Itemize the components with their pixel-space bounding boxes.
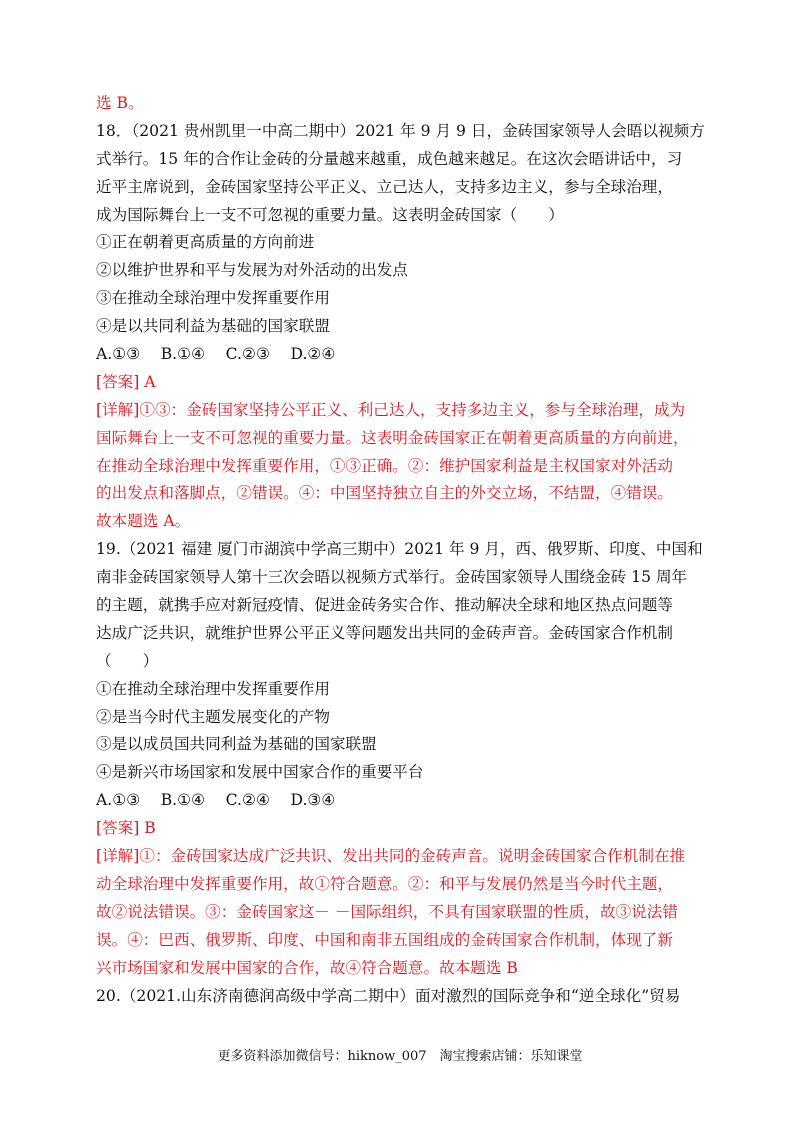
text-line: A.①③ B.①④ C.②③ D.②④ (96, 345, 336, 364)
text-line: 式举行。15 年的合作让金砖的分量越来越重，成色越来越足。在这次会晤讲话中，习 (96, 149, 683, 168)
text-line: [答案] B (96, 819, 156, 838)
text-line: 18．（2021 贵州凯里一中高二期中）2021 年 9 月 9 日，金砖国家领导人会晤以视频方 (96, 121, 705, 140)
text-line: ④是以共同利益为基础的国家联盟 (96, 317, 330, 336)
text-line: 19.（2021 福建 厦门市湖滨中学高三期中）2021 年 9 月，西、俄罗斯、印度、中国和 (96, 540, 703, 559)
text-line: ①正在朝着更高质量的方向前进 (96, 233, 315, 252)
text-line: ④是新兴市场国家和发展中国家合作的重要平台 (96, 763, 424, 782)
text-line: ①在推动全球治理中发挥重要作用 (96, 679, 330, 698)
text-line: ②以维护世界和平与发展为对外活动的出发点 (96, 261, 408, 280)
text-line: ③是以成员国共同利益为基础的国家联盟 (96, 735, 377, 754)
text-line: 近平主席说到，金砖国家坚持公平正义、立己达人，支持多边主义，参与全球治理， (96, 177, 673, 196)
text-line: 兴市场国家和发展中国家的合作，故④符合题意。故本题选 B (96, 958, 518, 977)
text-line: 南非金砖国家领导人第十三次会晤以视频方式举行。金砖国家领导人围绕金砖 15 周年 (96, 568, 688, 587)
text-line: 误。④：巴西、俄罗斯、印度、中国和南非五国组成的金砖国家合作机制，体现了新 (96, 930, 673, 949)
text-line: （ ） (96, 651, 159, 670)
text-line: 故②说法错误。③：金砖国家这－ －国际组织，不具有国家联盟的性质，故③说法错 (96, 902, 678, 921)
text-line: 国际舞台上一支不可忽视的重要力量。这表明金砖国家正在朝着更高质量的方向前进， (96, 428, 689, 447)
document-body (96, 90, 714, 1010)
text-line: [答案] A (96, 372, 156, 391)
text-line: ③在推动全球治理中发挥重要作用 (96, 289, 330, 308)
text-line: 选 B。 (96, 94, 144, 112)
text-line: 的主题，就携手应对新冠疫情、促进金砖务实合作、推动解决全球和地区热点问题等 (96, 596, 673, 615)
text-line: A.①③ B.①④ C.②④ D.③④ (96, 791, 336, 810)
text-line: 在推动全球治理中发挥重要作用，①③正确。②：维护国家利益是主权国家对外活动 (96, 456, 673, 475)
text-line: 达成广泛共识，就维护世界公平正义等问题发出共同的金砖声音。金砖国家合作机制 (96, 623, 673, 642)
text-line: 动全球治理中发挥重要作用，故①符合题意。②：和平与发展仍然是当今时代主题， (96, 874, 673, 893)
text-line: 的出发点和落脚点，②错误。④：中国坚持独立自主的外交立场，不结盟，④错误。 (96, 484, 673, 503)
text-line: 故本题选 A。 (96, 512, 191, 531)
text-line: 20.（2021.山东济南德润高级中学高二期中）面对激烈的国际竞争和“逆全球化”贸易 (96, 986, 681, 1005)
text-line: ②是当今时代主题发展变化的产物 (96, 707, 330, 726)
page-footer: 更多资料添加微信号：hiknow_007 淘宝搜索店铺：乐知课堂 (217, 1049, 583, 1064)
text-line: [详解]①：金砖国家达成广泛共识、发出共同的金砖声音。说明金砖国家合作机制在推 (96, 847, 686, 866)
text-line: [详解]①③：金砖国家坚持公平正义、利己达人，支持多边主义，参与全球治理，成为 (96, 400, 686, 419)
text-line: 成为国际舞台上一支不可忽视的重要力量。这表明金砖国家（ ） (96, 205, 564, 224)
